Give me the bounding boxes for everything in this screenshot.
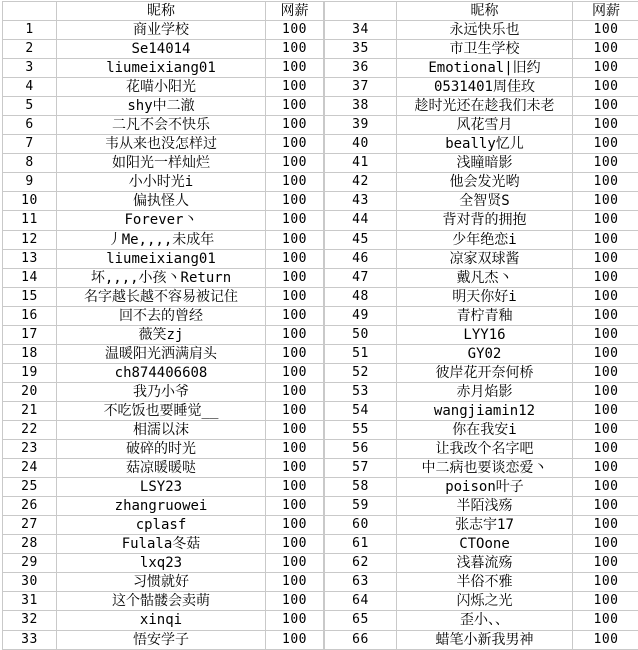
nickname-cell[interactable]: 歪小、、 xyxy=(397,611,573,630)
table-row xyxy=(3,344,324,363)
table-row xyxy=(325,173,638,192)
table-row xyxy=(3,573,324,592)
row-number-cell[interactable]: 6 xyxy=(3,116,57,135)
row-number-cell[interactable]: 13 xyxy=(3,249,57,268)
salary-cell[interactable]: 100 xyxy=(266,478,324,497)
row-number-cell[interactable]: 64 xyxy=(325,592,397,611)
row-number-cell[interactable]: 21 xyxy=(3,401,57,420)
table-row xyxy=(3,459,324,478)
row-number-cell[interactable]: 50 xyxy=(325,325,397,344)
row-number-cell[interactable]: 55 xyxy=(325,420,397,439)
table-row xyxy=(3,249,324,268)
table-row xyxy=(325,440,638,459)
salary-cell[interactable]: 100 xyxy=(266,173,324,192)
nickname-cell[interactable]: 闪烁之光 xyxy=(397,592,573,611)
salary-cell[interactable]: 100 xyxy=(573,230,638,249)
salary-cell[interactable]: 100 xyxy=(266,306,324,325)
table-row xyxy=(325,306,638,325)
salary-cell[interactable]: 100 xyxy=(266,211,324,230)
table-row xyxy=(3,478,324,497)
table-row xyxy=(325,630,638,650)
table-row xyxy=(3,59,324,78)
row-number-cell[interactable]: 49 xyxy=(325,306,397,325)
row-number-cell[interactable]: 8 xyxy=(3,154,57,173)
nickname-cell[interactable]: 偏执怪人 xyxy=(57,192,266,211)
salary-cell[interactable]: 100 xyxy=(266,516,324,535)
salary-cell[interactable]: 100 xyxy=(266,344,324,363)
nickname-cell[interactable]: 全智贤S xyxy=(397,192,573,211)
table-row xyxy=(3,592,324,611)
nickname-cell[interactable]: 凉家双球酱 xyxy=(397,249,573,268)
salary-cell[interactable]: 100 xyxy=(266,59,324,78)
nickname-cell[interactable]: 风花雪月 xyxy=(397,116,573,135)
table-row xyxy=(325,611,638,630)
salary-cell[interactable]: 100 xyxy=(573,401,638,420)
salary-cell[interactable]: 100 xyxy=(266,154,324,173)
nickname-cell[interactable]: 明天你好i xyxy=(397,287,573,306)
nickname-cell[interactable]: cplasf xyxy=(57,516,266,535)
table-row xyxy=(3,401,324,420)
row-number-cell[interactable]: 47 xyxy=(325,268,397,287)
row-number-cell[interactable]: 61 xyxy=(325,535,397,554)
nickname-cell[interactable]: Emotional|旧约 xyxy=(397,59,573,78)
salary-cell[interactable]: 100 xyxy=(573,116,638,135)
row-number-cell[interactable]: 42 xyxy=(325,173,397,192)
row-number-cell[interactable]: 3 xyxy=(3,59,57,78)
table-row xyxy=(325,21,638,40)
row-number-cell[interactable]: 43 xyxy=(325,192,397,211)
nickname-cell[interactable]: 少年绝恋i xyxy=(397,230,573,249)
nickname-cell[interactable]: Forever丶 xyxy=(57,211,266,230)
nickname-cell[interactable]: 张志宇17 xyxy=(397,516,573,535)
row-number-cell[interactable]: 29 xyxy=(3,554,57,573)
nickname-cell[interactable]: 丿Me,,,,未成年 xyxy=(57,230,266,249)
table-row xyxy=(325,192,638,211)
salary-cell[interactable]: 100 xyxy=(573,268,638,287)
row-number-cell[interactable]: 59 xyxy=(325,497,397,516)
nickname-cell[interactable]: wangjiamin12 xyxy=(397,401,573,420)
table-row xyxy=(325,382,638,401)
row-number-cell[interactable]: 15 xyxy=(3,287,57,306)
salary-cell[interactable]: 100 xyxy=(573,363,638,382)
salary-cell[interactable]: 100 xyxy=(266,554,324,573)
row-number-cell[interactable]: 56 xyxy=(325,440,397,459)
nickname-cell[interactable]: 回不去的曾经 xyxy=(57,306,266,325)
salary-cell[interactable]: 100 xyxy=(573,535,638,554)
salary-cell[interactable]: 100 xyxy=(266,592,324,611)
nickname-cell[interactable]: shy中二澈 xyxy=(57,97,266,116)
salary-cell[interactable]: 100 xyxy=(573,516,638,535)
table-row xyxy=(3,440,324,459)
row-number-cell[interactable]: 48 xyxy=(325,287,397,306)
nickname-cell[interactable]: 不吃饭也要睡觉__ xyxy=(57,401,266,420)
ranking-table-right xyxy=(324,1,638,650)
nickname-cell[interactable]: 坏,,,,小孩丶Return xyxy=(57,268,266,287)
salary-cell[interactable]: 100 xyxy=(266,611,324,630)
row-number-cell[interactable]: 24 xyxy=(3,459,57,478)
nickname-cell[interactable]: 温暖阳光洒满肩头 xyxy=(57,344,266,363)
table-row xyxy=(3,173,324,192)
nickname-cell[interactable]: 蜡笔小新我男神 xyxy=(397,630,573,650)
table-row xyxy=(3,78,324,97)
nickname-cell[interactable]: 商业学校 xyxy=(57,21,266,40)
nickname-cell[interactable]: 相濡以沫 xyxy=(57,420,266,439)
table-row xyxy=(325,459,638,478)
header-row xyxy=(3,2,324,21)
row-number-cell[interactable]: 22 xyxy=(3,420,57,439)
table-row xyxy=(325,59,638,78)
nickname-cell[interactable]: 戴凡杰丶 xyxy=(397,268,573,287)
table-row xyxy=(325,78,638,97)
header-row xyxy=(325,2,638,21)
row-number-cell[interactable]: 62 xyxy=(325,554,397,573)
table-row xyxy=(325,478,638,497)
row-number-cell[interactable]: 20 xyxy=(3,382,57,401)
row-number-cell[interactable]: 14 xyxy=(3,268,57,287)
table-row xyxy=(3,554,324,573)
nickname-cell[interactable]: GY02 xyxy=(397,344,573,363)
nickname-cell[interactable]: 0531401周佳玫 xyxy=(397,78,573,97)
salary-cell[interactable]: 100 xyxy=(266,459,324,478)
table-row xyxy=(3,363,324,382)
nickname-cell[interactable]: Fulala冬菇 xyxy=(57,535,266,554)
nickname-cell[interactable]: 半俗不雅 xyxy=(397,573,573,592)
table-row xyxy=(325,420,638,439)
row-number-cell[interactable]: 17 xyxy=(3,325,57,344)
row-number-cell[interactable]: 2 xyxy=(3,40,57,59)
row-number-cell[interactable]: 12 xyxy=(3,230,57,249)
table-row xyxy=(3,420,324,439)
salary-cell[interactable]: 100 xyxy=(573,59,638,78)
nickname-cell[interactable]: xinqi xyxy=(57,611,266,630)
table-row xyxy=(325,497,638,516)
row-number-cell[interactable]: 16 xyxy=(3,306,57,325)
salary-cell[interactable]: 100 xyxy=(573,440,638,459)
salary-cell[interactable]: 100 xyxy=(573,249,638,268)
row-number-cell[interactable]: 45 xyxy=(325,230,397,249)
table-row xyxy=(3,135,324,154)
salary-cell[interactable]: 100 xyxy=(266,287,324,306)
nickname-cell[interactable]: liumeixiang01 xyxy=(57,249,266,268)
table-row xyxy=(325,116,638,135)
nickname-cell[interactable]: 菇凉暖暖哒 xyxy=(57,459,266,478)
table-row xyxy=(325,287,638,306)
nickname-cell[interactable]: 赤月焰影 xyxy=(397,382,573,401)
row-number-cell[interactable]: 32 xyxy=(3,611,57,630)
nickname-cell[interactable]: Se14014 xyxy=(57,40,266,59)
nickname-cell[interactable]: 薇笑zj xyxy=(57,325,266,344)
row-number-cell[interactable]: 35 xyxy=(325,40,397,59)
salary-cell[interactable]: 100 xyxy=(573,592,638,611)
salary-cell[interactable]: 100 xyxy=(266,78,324,97)
table-row xyxy=(3,535,324,554)
table-row xyxy=(325,40,638,59)
header-nickname[interactable]: 昵称 xyxy=(57,2,266,21)
nickname-cell[interactable]: 名字越长越不容易被记住 xyxy=(57,287,266,306)
nickname-cell[interactable]: 韦从来也没怎样过 xyxy=(57,135,266,154)
header-salary[interactable]: 网薪 xyxy=(573,2,638,21)
table-row xyxy=(3,116,324,135)
salary-cell[interactable]: 100 xyxy=(266,135,324,154)
salary-cell[interactable]: 100 xyxy=(573,611,638,630)
table-row xyxy=(325,211,638,230)
salary-cell[interactable]: 100 xyxy=(573,325,638,344)
table-row xyxy=(325,554,638,573)
row-number-cell[interactable]: 39 xyxy=(325,116,397,135)
nickname-cell[interactable]: 破碎的时光 xyxy=(57,440,266,459)
nickname-cell[interactable]: 你在我安i xyxy=(397,420,573,439)
row-number-cell[interactable]: 36 xyxy=(325,59,397,78)
nickname-cell[interactable]: 半陌浅殇 xyxy=(397,497,573,516)
table-row xyxy=(325,249,638,268)
row-number-cell[interactable]: 27 xyxy=(3,516,57,535)
row-number-cell[interactable]: 63 xyxy=(325,573,397,592)
nickname-cell[interactable]: 二凡不会不快乐 xyxy=(57,116,266,135)
row-number-cell[interactable]: 66 xyxy=(325,630,397,650)
salary-cell[interactable]: 100 xyxy=(266,249,324,268)
row-number-cell[interactable]: 44 xyxy=(325,211,397,230)
nickname-cell[interactable]: 青柠青釉 xyxy=(397,306,573,325)
nickname-cell[interactable]: LSY23 xyxy=(57,478,266,497)
row-number-cell[interactable]: 4 xyxy=(3,78,57,97)
row-number-cell[interactable]: 26 xyxy=(3,497,57,516)
salary-cell[interactable]: 100 xyxy=(266,401,324,420)
salary-cell[interactable]: 100 xyxy=(266,497,324,516)
row-number-cell[interactable]: 52 xyxy=(325,363,397,382)
salary-cell[interactable]: 100 xyxy=(573,382,638,401)
table-row xyxy=(3,611,324,630)
table-row xyxy=(325,135,638,154)
header-salary[interactable]: 网薪 xyxy=(266,2,324,21)
nickname-cell[interactable]: poison叶子 xyxy=(397,478,573,497)
salary-cell[interactable]: 100 xyxy=(573,306,638,325)
table-row xyxy=(325,573,638,592)
nickname-cell[interactable]: beally忆儿 xyxy=(397,135,573,154)
nickname-cell[interactable]: 市卫生学校 xyxy=(397,40,573,59)
nickname-cell[interactable]: 这个骷髅会卖萌 xyxy=(57,592,266,611)
row-number-cell[interactable]: 37 xyxy=(325,78,397,97)
row-number-cell[interactable]: 58 xyxy=(325,478,397,497)
table-row xyxy=(3,630,324,650)
row-number-cell[interactable]: 51 xyxy=(325,344,397,363)
nickname-cell[interactable]: 永远快乐也 xyxy=(397,21,573,40)
nickname-cell[interactable]: 小小时光i xyxy=(57,173,266,192)
salary-cell[interactable]: 100 xyxy=(266,40,324,59)
nickname-cell[interactable]: 浅暮流殇 xyxy=(397,554,573,573)
salary-cell[interactable]: 100 xyxy=(266,535,324,554)
table-row xyxy=(325,535,638,554)
salary-cell[interactable]: 100 xyxy=(266,420,324,439)
table-row xyxy=(3,192,324,211)
nickname-cell[interactable]: 如阳光一样灿烂 xyxy=(57,154,266,173)
table-row xyxy=(325,268,638,287)
salary-cell[interactable]: 100 xyxy=(573,173,638,192)
nickname-cell[interactable]: LYY16 xyxy=(397,325,573,344)
table-row xyxy=(3,21,324,40)
row-number-cell[interactable]: 30 xyxy=(3,573,57,592)
table-row xyxy=(3,382,324,401)
row-number-cell[interactable]: 28 xyxy=(3,535,57,554)
salary-cell[interactable]: 100 xyxy=(573,21,638,40)
nickname-cell[interactable]: zhangruowei xyxy=(57,497,266,516)
nickname-cell[interactable]: 他会发光哟 xyxy=(397,173,573,192)
row-number-cell[interactable]: 11 xyxy=(3,211,57,230)
salary-cell[interactable]: 100 xyxy=(573,497,638,516)
nickname-cell[interactable]: 习惯就好 xyxy=(57,573,266,592)
nickname-cell[interactable]: 背对背的拥抱 xyxy=(397,211,573,230)
table-row xyxy=(3,97,324,116)
nickname-cell[interactable]: 彼岸花开奈何桥 xyxy=(397,363,573,382)
row-number-cell[interactable]: 53 xyxy=(325,382,397,401)
salary-cell[interactable]: 100 xyxy=(266,440,324,459)
table-row xyxy=(3,268,324,287)
row-number-cell[interactable]: 40 xyxy=(325,135,397,154)
salary-cell[interactable]: 100 xyxy=(573,192,638,211)
salary-cell[interactable]: 100 xyxy=(266,325,324,344)
row-number-cell[interactable]: 10 xyxy=(3,192,57,211)
table-row xyxy=(3,40,324,59)
salary-cell[interactable]: 100 xyxy=(573,154,638,173)
table-row xyxy=(325,401,638,420)
salary-cell[interactable]: 100 xyxy=(573,287,638,306)
salary-cell[interactable]: 100 xyxy=(573,420,638,439)
salary-cell[interactable]: 100 xyxy=(573,630,638,650)
header-nickname[interactable]: 昵称 xyxy=(397,2,573,21)
row-number-cell[interactable]: 31 xyxy=(3,592,57,611)
nickname-cell[interactable]: 花喵小阳光 xyxy=(57,78,266,97)
table-row xyxy=(325,592,638,611)
row-number-cell[interactable]: 18 xyxy=(3,344,57,363)
salary-cell[interactable]: 100 xyxy=(266,230,324,249)
row-number-cell[interactable]: 1 xyxy=(3,21,57,40)
nickname-cell[interactable]: lxq23 xyxy=(57,554,266,573)
salary-cell[interactable]: 100 xyxy=(266,21,324,40)
header-row-number[interactable] xyxy=(3,2,57,21)
salary-cell[interactable]: 100 xyxy=(573,554,638,573)
table-row xyxy=(325,97,638,116)
nickname-cell[interactable]: 悟安学子 xyxy=(57,630,266,650)
salary-cell[interactable]: 100 xyxy=(573,78,638,97)
ranking-table-left xyxy=(2,1,324,650)
table-row xyxy=(3,306,324,325)
table-row xyxy=(3,497,324,516)
row-number-cell[interactable]: 41 xyxy=(325,154,397,173)
salary-cell[interactable]: 100 xyxy=(573,211,638,230)
table-row xyxy=(325,325,638,344)
row-number-cell[interactable]: 57 xyxy=(325,459,397,478)
row-number-cell[interactable]: 25 xyxy=(3,478,57,497)
row-number-cell[interactable]: 23 xyxy=(3,440,57,459)
row-number-cell[interactable]: 33 xyxy=(3,630,57,650)
table-row xyxy=(3,230,324,249)
salary-cell[interactable]: 100 xyxy=(573,573,638,592)
salary-cell[interactable]: 100 xyxy=(573,478,638,497)
row-number-cell[interactable]: 60 xyxy=(325,516,397,535)
table-row xyxy=(3,154,324,173)
row-number-cell[interactable]: 19 xyxy=(3,363,57,382)
salary-cell[interactable]: 100 xyxy=(573,344,638,363)
row-number-cell[interactable]: 7 xyxy=(3,135,57,154)
table-row xyxy=(325,516,638,535)
salary-cell[interactable]: 100 xyxy=(573,135,638,154)
nickname-cell[interactable]: ch874406608 xyxy=(57,363,266,382)
row-number-cell[interactable]: 54 xyxy=(325,401,397,420)
table-row xyxy=(325,363,638,382)
salary-cell[interactable]: 100 xyxy=(266,630,324,650)
nickname-cell[interactable]: 中二病也要谈恋爱丶 xyxy=(397,459,573,478)
salary-cell[interactable]: 100 xyxy=(573,459,638,478)
row-number-cell[interactable]: 46 xyxy=(325,249,397,268)
table-row xyxy=(3,287,324,306)
row-number-cell[interactable]: 5 xyxy=(3,97,57,116)
nickname-cell[interactable]: liumeixiang01 xyxy=(57,59,266,78)
nickname-cell[interactable]: 浅瞳暗影 xyxy=(397,154,573,173)
salary-cell[interactable]: 100 xyxy=(266,382,324,401)
nickname-cell[interactable]: 让我改个名字吧 xyxy=(397,440,573,459)
salary-cell[interactable]: 100 xyxy=(573,97,638,116)
table-row xyxy=(3,211,324,230)
salary-cell[interactable]: 100 xyxy=(266,268,324,287)
table-row xyxy=(325,154,638,173)
table-row xyxy=(325,230,638,249)
salary-cell[interactable]: 100 xyxy=(266,363,324,382)
salary-cell[interactable]: 100 xyxy=(266,192,324,211)
nickname-cell[interactable]: CTOone xyxy=(397,535,573,554)
salary-cell[interactable]: 100 xyxy=(266,573,324,592)
salary-cell[interactable]: 100 xyxy=(573,40,638,59)
table-row xyxy=(3,516,324,535)
row-number-cell[interactable]: 34 xyxy=(325,21,397,40)
table-row xyxy=(3,325,324,344)
header-row-number[interactable] xyxy=(325,2,397,21)
table-row xyxy=(325,344,638,363)
row-number-cell[interactable]: 38 xyxy=(325,97,397,116)
row-number-cell[interactable]: 65 xyxy=(325,611,397,630)
nickname-cell[interactable]: 趁时光还在趁我们未老 xyxy=(397,97,573,116)
row-number-cell[interactable]: 9 xyxy=(3,173,57,192)
salary-cell[interactable]: 100 xyxy=(266,97,324,116)
salary-cell[interactable]: 100 xyxy=(266,116,324,135)
nickname-cell[interactable]: 我乃小爷 xyxy=(57,382,266,401)
